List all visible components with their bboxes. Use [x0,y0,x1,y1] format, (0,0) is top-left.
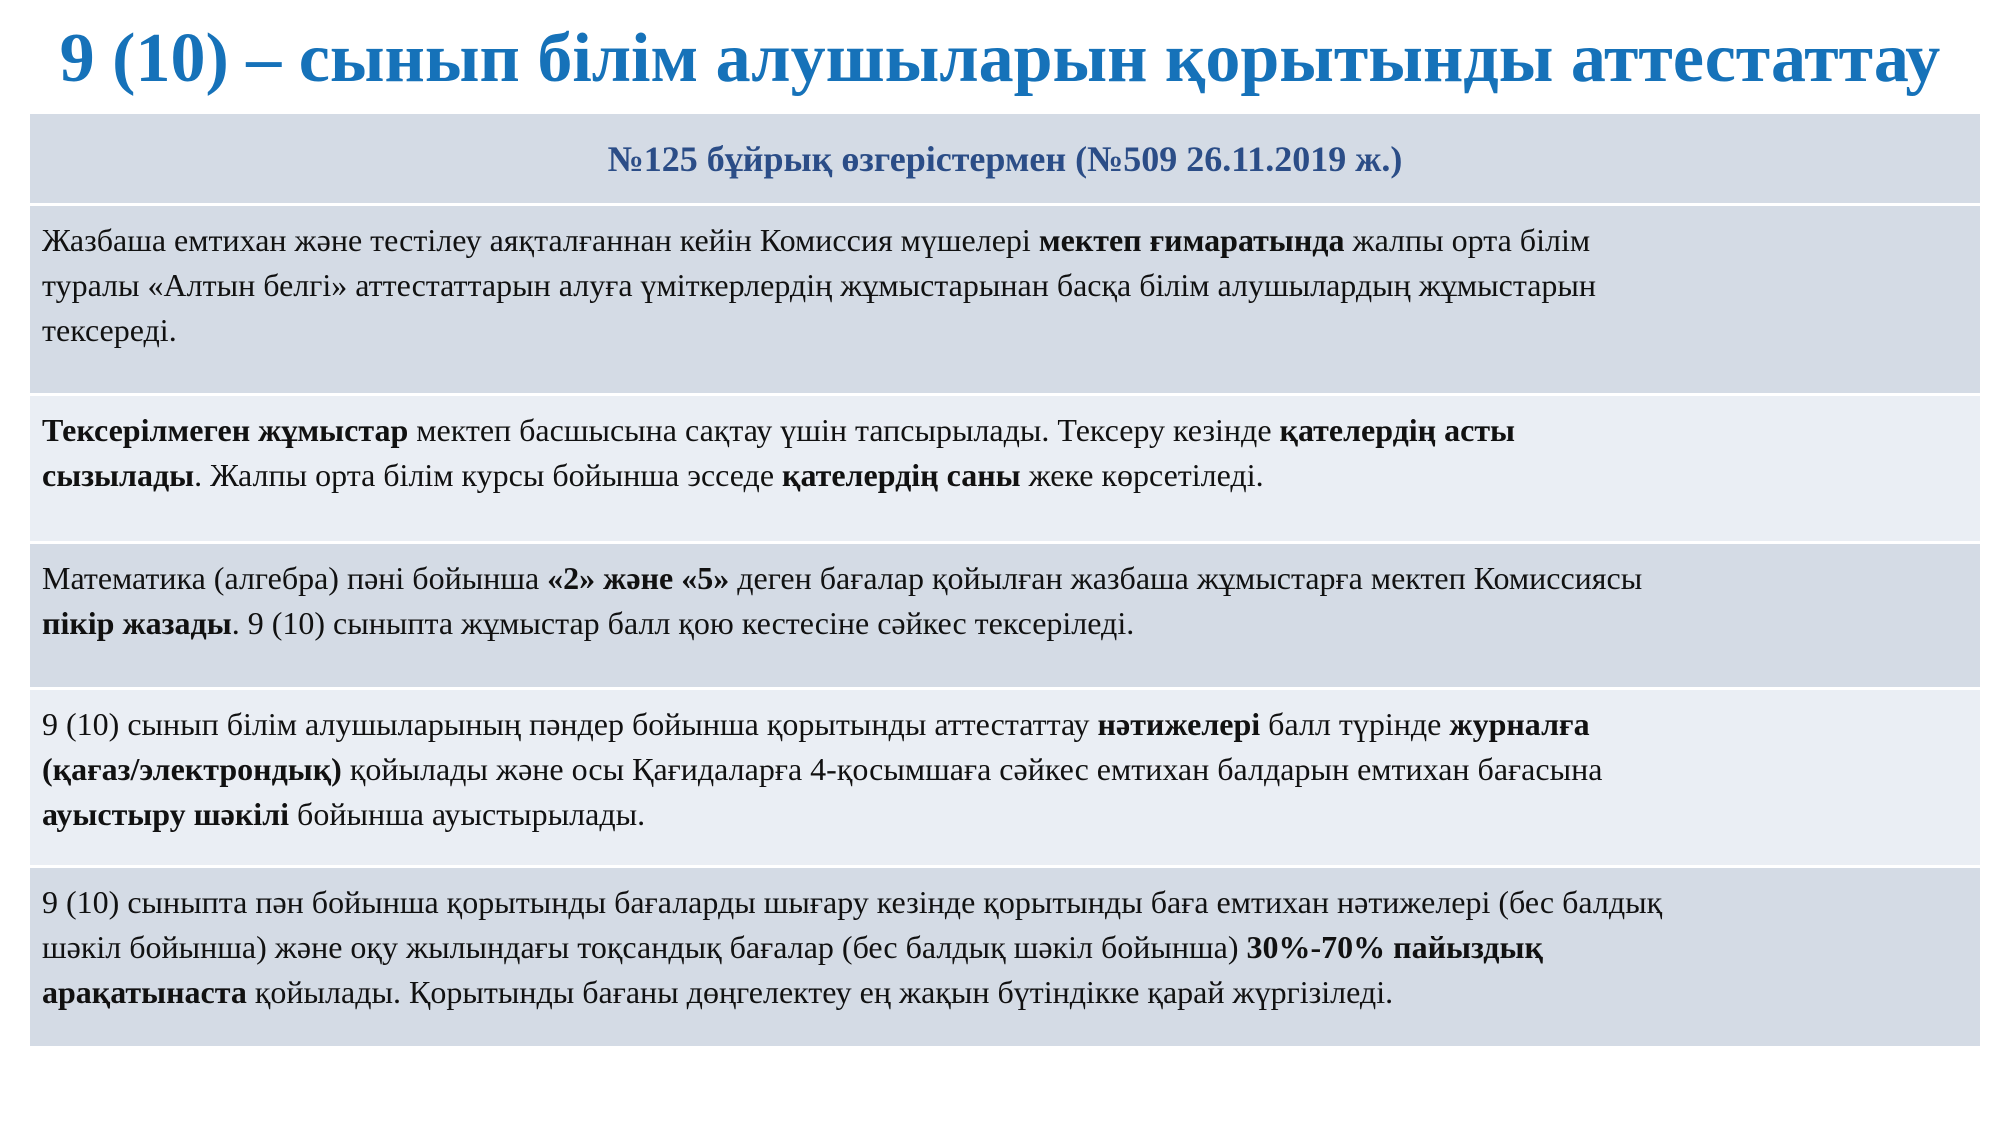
rules-table [30,114,1980,1046]
row-line: 9 (10) сыныпта пән бойынша қорытынды бағаларды шығару кезінде қорытынды баға емтихан нәтижелері (бес балдық [42,884,1663,920]
row-line: Жазбаша емтихан және тестілеу аяқталғаннан кейін Комиссия мүшелері мектеп ғимаратында жалпы орта білім [42,222,1591,258]
row-line: Математика (алгебра) пәні бойынша «2» және «5» деген бағалар қойылған жазбаша жұмыстарға мектеп Комиссиясы [42,560,1643,596]
row-line: шәкіл бойынша) және оқу жылындағы тоқсандық бағалар (бес балдық шәкіл бойынша) 30%-70% пайыздық [42,929,1543,965]
row-line: 9 (10) сынып білім алушыларының пәндер бойынша қорытынды аттестаттау нәтижелері балл түрінде журналға [42,706,1590,742]
table-row [30,690,1980,868]
row-line: ауыстыру шәкілі бойынша ауыстырылады. [42,796,646,832]
table-row [30,868,1980,1046]
table-row [30,544,1980,690]
row-line: Тексерілмеген жұмыстар мектеп басшысына сақтау үшін тапсырылады. Тексеру кезінде қателердің асты [42,412,1516,448]
row-line: пікір жазады. 9 (10) сыныпта жұмыстар балл қою кестесіне сәйкес тексеріледі. [42,605,1135,641]
row-line: арақатынаста қойылады. Қорытынды бағаны дөңгелектеу ең жақын бүтіндікке қарай жүргізіледі. [42,974,1394,1010]
row-line: тексереді. [42,312,177,348]
row-line: сызылады. Жалпы орта білім курсы бойынша эсседе қателердің саны жеке көрсетіледі. [42,457,1264,493]
row-line: туралы «Алтын белгі» аттестаттарын алуға үміткерлердің жұмыстарынан басқа білім алушылардың жұмыстарын [42,267,1597,303]
slide-title: 9 (10) – сынып білім алушыларын қорытынды аттестаттау [59,20,1941,97]
table-header: №125 бұйрық өзгерістермен (№509 26.11.2019 ж.) [30,114,1980,206]
table-row [30,396,1980,544]
row-line: (қағаз/электрондық) қойылады және осы Қағидаларға 4-қосымшаға сәйкес емтихан балдарын емтихан бағасына [42,751,1603,787]
table-row [30,206,1980,396]
